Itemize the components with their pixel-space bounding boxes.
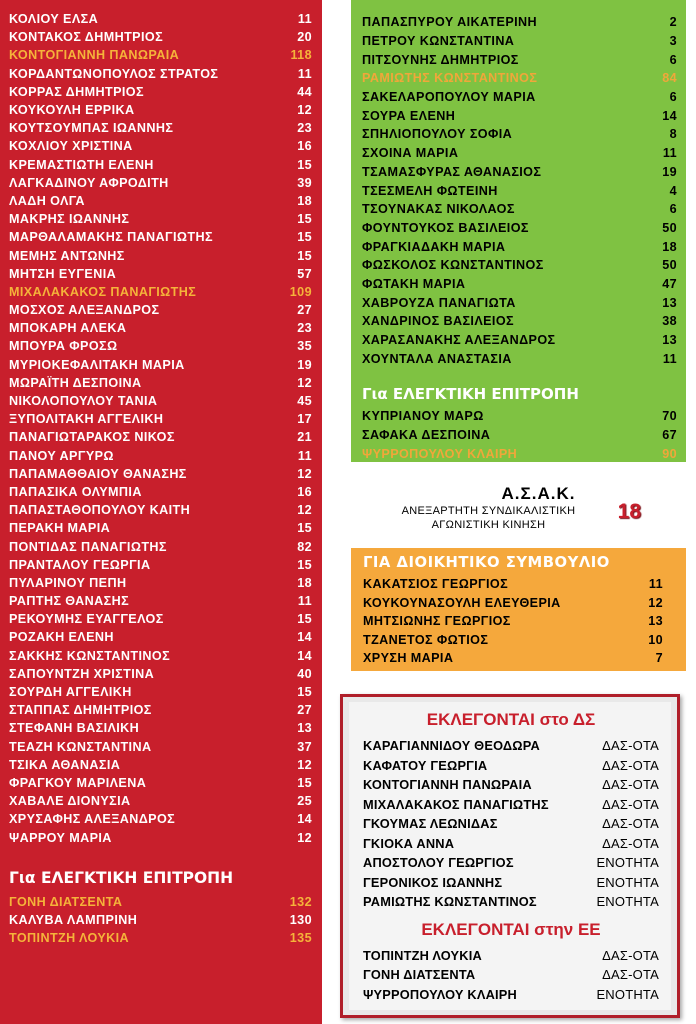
list-item xyxy=(9,792,312,810)
list-item xyxy=(9,246,312,264)
candidate-name: ΠΑΝΟΥ ΑΡΓΥΡΩ xyxy=(9,448,114,463)
list-item xyxy=(362,106,677,125)
candidate-name: ΚΟΧΛΙΟΥ ΧΡΙΣΤΙΝΑ xyxy=(9,139,133,154)
vote-count: 37 xyxy=(297,739,312,754)
vote-count: 130 xyxy=(289,912,312,927)
list-item xyxy=(9,556,312,574)
vote-count: 14 xyxy=(297,648,312,663)
candidate-name: ΧΑΡΑΣΑΝΑΚΗΣ ΑΛΕΞΑΝΔΡΟΣ xyxy=(362,333,556,348)
vote-count: 45 xyxy=(297,394,312,409)
list-item xyxy=(362,13,677,32)
list-item xyxy=(9,592,312,610)
vote-count: 82 xyxy=(297,539,312,554)
vote-count: 21 xyxy=(297,430,312,445)
candidate-name: ΣΠΗΛΙΟΠΟΥΛΟΥ ΣΟΦΙΑ xyxy=(362,127,513,142)
candidate-name: ΜΠΟΚΑΡΗ ΑΛΕΚΑ xyxy=(9,321,127,336)
vote-count: 18 xyxy=(297,193,312,208)
candidate-name: ΜΑΡΘΑΛΑΜΑΚΗΣ ΠΑΝΑΓΙΩΤΗΣ xyxy=(9,230,213,245)
list-item xyxy=(9,156,312,174)
vote-count: 4 xyxy=(669,183,677,198)
vote-count: 40 xyxy=(297,666,312,681)
vote-count: 23 xyxy=(297,321,312,336)
list-item xyxy=(9,756,312,774)
vote-count: 84 xyxy=(662,71,677,86)
candidate-name: ΜΕΜΗΣ ΑΝΤΩΝΗΣ xyxy=(9,248,125,263)
vote-count: 15 xyxy=(297,521,312,536)
list-item xyxy=(9,911,312,929)
list-item xyxy=(362,349,677,368)
list-item xyxy=(363,756,659,776)
vote-count: 27 xyxy=(297,703,312,718)
control-committee-list xyxy=(362,407,677,463)
list-item xyxy=(362,407,677,426)
candidate-name: ΤΕΑΖΗ ΚΩΝΣΤΑΝΤΙΝΑ xyxy=(9,739,152,754)
group-label: ΕΝΟΤΗΤΑ xyxy=(596,986,659,1002)
list-item xyxy=(363,594,663,613)
vote-count: 11 xyxy=(297,12,312,27)
candidate-name: ΝΙΚΟΛΟΠΟΥΛΟΥ ΤΑΝΙΑ xyxy=(9,394,158,409)
vote-count: 90 xyxy=(662,446,677,461)
list-item xyxy=(9,101,312,119)
asak-subtitle-1: ΑΝΕΞΑΡΤΗΤΗ ΣΥΝΔΙΚΑΛΙΣΤΙΚΗ xyxy=(401,505,576,517)
vote-count: 70 xyxy=(662,409,677,424)
candidate-name: ΦΟΥΝΤΟΥΚΟΣ ΒΑΣΙΛΕΙΟΣ xyxy=(362,220,529,235)
list-item xyxy=(362,200,677,219)
list-item xyxy=(362,163,677,182)
group-label: ΔΑΣ-ΟΤΑ xyxy=(602,777,659,793)
asak-subtitle-2: ΑΓΩΝΙΣΤΙΚΗ ΚΙΝΗΣΗ xyxy=(431,519,546,531)
list-item xyxy=(9,28,312,46)
candidate-name: ΜΟΣΧΟΣ ΑΛΕΞΑΝΔΡΟΣ xyxy=(9,303,160,318)
candidate-name: ΑΠΟΣΤΟΛΟΥ ΓΕΩΡΓΙΟΣ xyxy=(363,855,514,871)
list-item xyxy=(362,256,677,275)
list-item xyxy=(9,647,312,665)
candidate-name: ΜΠΟΥΡΑ ΦΡΟΣΩ xyxy=(9,339,118,354)
vote-count: 35 xyxy=(297,339,312,354)
candidate-name: ΦΡΑΓΚΙΑΔΑΚΗ ΜΑΡΙΑ xyxy=(362,239,506,254)
candidate-name: ΚΟΛΙΟΥ ΕΛΣΑ xyxy=(9,12,99,27)
vote-count: 16 xyxy=(297,139,312,154)
candidate-name: ΠΑΠΑΣΠΥΡΟΥ ΑΙΚΑΤΕΡΙΝΗ xyxy=(362,15,538,30)
list-item xyxy=(9,392,312,410)
candidate-name: ΜΗΤΣΙΩΝΗΣ ΓΕΩΡΓΙΟΣ xyxy=(363,614,511,629)
candidate-name: ΜΗΤΣΗ ΕΥΓΕΝΙΑ xyxy=(9,266,117,281)
list-item xyxy=(9,119,312,137)
list-item xyxy=(363,736,659,756)
vote-count: 47 xyxy=(662,276,677,291)
list-item xyxy=(9,828,312,846)
elected-box-inner xyxy=(349,702,671,1010)
candidate-name: ΓΚΟΥΜΑΣ ΛΕΩΝΙΔΑΣ xyxy=(363,816,498,832)
list-item xyxy=(9,228,312,246)
candidate-name: ΠΑΠΑΣΙΚΑ ΟΛΥΜΠΙΑ xyxy=(9,484,142,499)
candidate-name: ΤΣΟΥΝΑΚΑΣ ΝΙΚΟΛΑΟΣ xyxy=(362,202,515,217)
candidate-name: ΞΥΠΟΛΙΤΑΚΗ ΑΓΓΕΛΙΚΗ xyxy=(9,412,164,427)
list-item xyxy=(9,701,312,719)
vote-count: 6 xyxy=(669,52,677,67)
candidate-name: ΨΑΡΡΟΥ ΜΑΡΙΑ xyxy=(9,830,112,845)
candidate-name: ΦΩΤΑΚΗ ΜΑΡΙΑ xyxy=(362,276,466,291)
candidate-name: ΓΟΝΗ ΔΙΑΤΣΕΝΤΑ xyxy=(9,894,123,909)
candidate-name: ΤΣΙΚΑ ΑΘΑΝΑΣΙΑ xyxy=(9,757,121,772)
vote-count: 25 xyxy=(297,794,312,809)
vote-count: 15 xyxy=(297,248,312,263)
list-item xyxy=(362,312,677,331)
vote-count: 15 xyxy=(297,157,312,172)
vote-count: 14 xyxy=(297,812,312,827)
candidate-name: ΓΟΝΗ ΔΙΑΤΣΕΝΤΑ xyxy=(363,967,476,983)
list-item xyxy=(362,426,677,445)
candidate-name: ΚΑΛΥΒΑ ΛΑΜΠΡΙΝΗ xyxy=(9,912,138,927)
list-item xyxy=(9,428,312,446)
vote-count: 12 xyxy=(297,103,312,118)
vote-count: 57 xyxy=(297,266,312,281)
candidate-name: ΤΣΕΣΜΕΛΗ ΦΩΤΕΙΝΗ xyxy=(362,183,498,198)
vote-count: 11 xyxy=(648,577,663,592)
vote-count: 50 xyxy=(662,220,677,235)
list-item xyxy=(9,810,312,828)
candidate-name: ΠΕΤΡΟΥ ΚΩΝΣΤΑΝΤΙΝΑ xyxy=(362,34,515,49)
candidate-name: ΤΖΑΝΕΤΟΣ ΦΩΤΙΟΣ xyxy=(363,632,489,647)
group-label: ΔΑΣ-ΟΤΑ xyxy=(602,796,659,812)
list-item xyxy=(9,410,312,428)
list-item xyxy=(362,444,677,463)
list-item xyxy=(9,137,312,155)
list-item xyxy=(9,610,312,628)
red-candidate-panel xyxy=(0,0,322,1024)
vote-count: 10 xyxy=(648,632,663,647)
candidate-name: ΡΕΚΟΥΜΗΣ ΕΥΑΓΓΕΛΟΣ xyxy=(9,612,164,627)
elected-box xyxy=(340,694,680,1018)
vote-count: 38 xyxy=(662,314,677,329)
list-item xyxy=(363,985,659,1005)
candidate-name: ΨΥΡΡΟΠΟΥΛΟΥ ΚΛΑΙΡΗ xyxy=(363,986,517,1002)
candidate-name: ΤΣΑΜΑΣΦΥΡΑΣ ΑΘΑΝΑΣΙΟΣ xyxy=(362,164,542,179)
vote-count: 12 xyxy=(648,595,663,610)
candidate-name: ΠΑΠΑΜΑΘΘΑΙΟΥ ΘΑΝΑΣΗΣ xyxy=(9,466,187,481)
list-item xyxy=(362,293,677,312)
list-item xyxy=(362,32,677,51)
vote-count: 11 xyxy=(662,146,677,161)
candidate-name: ΠΡΑΝΤΑΛΟΥ ΓΕΩΡΓΙΑ xyxy=(9,557,151,572)
vote-count: 2 xyxy=(669,15,677,30)
list-item xyxy=(363,873,659,893)
elected-ds-list xyxy=(363,736,659,912)
group-label: ΔΑΣ-ΟΤΑ xyxy=(602,967,659,983)
vote-count: 27 xyxy=(297,303,312,318)
candidate-name: ΜΙΧΑΛΑΚΑΚΟΣ ΠΑΝΑΓΙΩΤΗΣ xyxy=(363,796,549,812)
list-item xyxy=(9,929,312,947)
candidate-name: ΡΑΜΙΩΤΗΣ ΚΩΝΣΤΑΝΤΙΝΟΣ xyxy=(363,894,537,910)
asak-votes: 18 xyxy=(617,500,641,523)
candidate-name: ΚΟΥΤΣΟΥΜΠΑΣ ΙΩΑΝΝΗΣ xyxy=(9,121,174,136)
vote-count: 13 xyxy=(297,721,312,736)
candidate-name: ΓΕΡΟΝΙΚΟΣ ΙΩΑΝΝΗΣ xyxy=(363,874,503,890)
asak-block xyxy=(351,484,686,544)
green-candidate-panel xyxy=(351,0,686,462)
vote-count: 15 xyxy=(297,612,312,627)
vote-count: 13 xyxy=(662,295,677,310)
candidate-name: ΧΡΥΣΑΦΗΣ ΑΛΕΞΑΝΔΡΟΣ xyxy=(9,812,176,827)
candidate-name: ΠΕΡΑΚΗ ΜΑΡΙΑ xyxy=(9,521,111,536)
vote-count: 67 xyxy=(662,428,677,443)
group-label: ΕΝΟΤΗΤΑ xyxy=(596,894,659,910)
candidate-name: ΧΟΥΝΤΑΛΑ ΑΝΑΣΤΑΣΙΑ xyxy=(362,351,512,366)
list-item xyxy=(362,275,677,294)
vote-count: 11 xyxy=(297,594,312,609)
list-item xyxy=(9,210,312,228)
list-item xyxy=(9,719,312,737)
candidate-name: ΛΑΔΗ ΟΛΓΑ xyxy=(9,193,85,208)
list-item xyxy=(363,892,659,912)
vote-count: 15 xyxy=(297,230,312,245)
vote-count: 12 xyxy=(297,466,312,481)
list-item xyxy=(363,631,663,650)
vote-count: 12 xyxy=(297,375,312,390)
vote-count: 44 xyxy=(297,84,312,99)
list-item xyxy=(363,853,659,873)
list-item xyxy=(9,893,312,911)
vote-count: 14 xyxy=(297,630,312,645)
candidate-name: ΜΑΚΡΗΣ ΙΩΑΝΝΗΣ xyxy=(9,212,130,227)
vote-count: 13 xyxy=(648,614,663,629)
candidate-name: ΠΥΛΑΡΙΝΟΥ ΠΕΠΗ xyxy=(9,575,127,590)
list-item xyxy=(362,144,677,163)
board-list xyxy=(363,575,663,668)
candidate-name: ΡΑΜΙΩΤΗΣ ΚΩΝΣΤΑΝΤΙΝΟΣ xyxy=(362,71,538,86)
list-item xyxy=(363,965,659,985)
candidate-name: ΚΥΠΡΙΑΝΟΥ ΜΑΡΩ xyxy=(362,409,484,424)
vote-count: 6 xyxy=(669,90,677,105)
vote-count: 15 xyxy=(297,775,312,790)
candidate-name: ΓΚΙΟΚΑ ΑΝΝΑ xyxy=(363,835,455,851)
group-label: ΔΑΣ-ΟΤΑ xyxy=(602,757,659,773)
candidate-name: ΚΟΡΔΑΝΤΩΝΟΠΟΥΛΟΣ ΣΤΡΑΤΟΣ xyxy=(9,66,219,81)
candidate-name: ΤΟΠΙΝΤΖΗ ΛΟΥΚΙΑ xyxy=(363,947,482,963)
candidate-name: ΚΟΡΡΑΣ ΔΗΜΗΤΡΙΟΣ xyxy=(9,84,144,99)
list-item xyxy=(363,834,659,854)
group-label: ΔΑΣ-ΟΤΑ xyxy=(602,738,659,754)
list-item xyxy=(9,356,312,374)
elected-ds-title: ΕΚΛΕΓΟΝΤΑΙ στο ΔΣ xyxy=(426,710,596,729)
vote-count: 118 xyxy=(290,48,312,63)
candidate-name: ΣΑΦΑΚΑ ΔΕΣΠΟΙΝΑ xyxy=(362,428,491,443)
group-label: ΕΝΟΤΗΤΑ xyxy=(596,874,659,890)
candidate-name: ΚΑΡΑΓΙΑΝΝΙΔΟΥ ΘΕΟΔΩΡΑ xyxy=(363,738,540,754)
list-item xyxy=(9,774,312,792)
list-item xyxy=(362,237,677,256)
list-item xyxy=(9,628,312,646)
candidate-name: ΚΑΦΑΤΟΥ ΓΕΩΡΓΙΑ xyxy=(363,757,488,773)
vote-count: 15 xyxy=(297,212,312,227)
candidate-name: ΣΟΥΡΑ ΕΛΕΝΗ xyxy=(362,108,456,123)
candidate-name: ΣΑΠΟΥΝΤΖΗ ΧΡΙΣΤΙΝΑ xyxy=(9,666,155,681)
list-item xyxy=(9,683,312,701)
candidate-name: ΦΡΑΓΚΟΥ ΜΑΡΙΛΕΝΑ xyxy=(9,775,147,790)
list-item xyxy=(9,665,312,683)
elected-ee-list xyxy=(363,946,659,1005)
candidate-name: ΚΟΝΤΟΓΙΑΝΝΗ ΠΑΝΩΡΑΙΑ xyxy=(9,48,180,63)
list-item xyxy=(9,283,312,301)
candidate-name: ΤΟΠΙΝΤΖΗ ΛΟΥΚΙΑ xyxy=(9,931,130,946)
list-item xyxy=(363,946,659,966)
candidate-name: ΠΟΝΤΙΔΑΣ ΠΑΝΑΓΙΩΤΗΣ xyxy=(9,539,167,554)
candidate-name: ΡΑΠΤΗΣ ΘΑΝΑΣΗΣ xyxy=(9,594,130,609)
candidate-name: ΜΙΧΑΛΑΚΑΚΟΣ ΠΑΝΑΓΙΩΤΗΣ xyxy=(9,284,197,299)
list-item xyxy=(362,69,677,88)
vote-count: 19 xyxy=(297,357,312,372)
candidate-name: ΡΟΖΑΚΗ ΕΛΕΝΗ xyxy=(9,630,114,645)
list-item xyxy=(9,10,312,28)
list-item xyxy=(363,795,659,815)
vote-count: 109 xyxy=(289,284,312,299)
vote-count: 23 xyxy=(297,121,312,136)
candidate-name: ΚΟΥΚΟΥΝΑΣΟΥΛΗ ΕΛΕΥΘΕΡΙΑ xyxy=(363,595,561,610)
group-label: ΔΑΣ-ΟΤΑ xyxy=(602,947,659,963)
candidate-name: ΧΑΒΡΟΥΖΑ ΠΑΝΑΓΙΩΤΑ xyxy=(362,295,516,310)
vote-count: 18 xyxy=(662,239,677,254)
list-item xyxy=(362,88,677,107)
list-item xyxy=(9,483,312,501)
candidate-name: ΦΩΣΚΟΛΟΣ ΚΩΝΣΤΑΝΤΙΝΟΣ xyxy=(362,258,544,273)
list-item xyxy=(9,465,312,483)
vote-count: 12 xyxy=(297,830,312,845)
candidate-name: ΚΡΕΜΑΣΤΙΩΤΗ ΕΛΕΝΗ xyxy=(9,157,154,172)
list-item xyxy=(9,574,312,592)
list-item xyxy=(9,192,312,210)
control-committee-title: Για ΕΛΕΓΚΤΙΚΗ ΕΠΙΤΡΟΠΗ xyxy=(9,868,234,887)
vote-count: 6 xyxy=(669,202,677,217)
vote-count: 17 xyxy=(297,412,312,427)
group-label: ΕΝΟΤΗΤΑ xyxy=(596,855,659,871)
vote-count: 11 xyxy=(662,351,677,366)
orange-board-panel xyxy=(351,548,686,671)
elected-ee-title: ΕΚΛΕΓΟΝΤΑΙ στην ΕΕ xyxy=(421,919,601,939)
vote-count: 14 xyxy=(662,108,677,123)
control-committee-title: Για ΕΛΕΓΚΤΙΚΗ ΕΠΙΤΡΟΠΗ xyxy=(362,385,579,404)
candidate-name: ΚΑΚΑΤΣΙΟΣ ΓΕΩΡΓΙΟΣ xyxy=(363,577,509,592)
control-committee-list xyxy=(9,893,312,948)
vote-count: 11 xyxy=(297,448,312,463)
vote-count: 12 xyxy=(297,503,312,518)
list-item xyxy=(9,337,312,355)
group-label: ΔΑΣ-ΟΤΑ xyxy=(602,835,659,851)
list-item xyxy=(9,65,312,83)
candidate-name: ΚΟΝΤΟΓΙΑΝΝΗ ΠΑΝΩΡΑΙΑ xyxy=(363,777,532,793)
candidate-name: ΜΩΡΑΪΤΗ ΔΕΣΠΟΙΝΑ xyxy=(9,375,142,390)
list-item xyxy=(9,519,312,537)
list-item xyxy=(362,331,677,350)
candidate-name: ΛΑΓΚΑΔΙΝΟΥ ΑΦΡΟΔΙΤΗ xyxy=(9,175,169,190)
list-item xyxy=(363,649,663,668)
group-label: ΔΑΣ-ΟΤΑ xyxy=(602,816,659,832)
candidate-name: ΚΟΝΤΑΚΟΣ ΔΗΜΗΤΡΙΟΣ xyxy=(9,30,164,45)
candidate-name: ΣΑΚΚΗΣ ΚΩΝΣΤΑΝΤΙΝΟΣ xyxy=(9,648,171,663)
vote-count: 50 xyxy=(662,258,677,273)
vote-count: 7 xyxy=(655,651,663,666)
list-item xyxy=(9,301,312,319)
vote-count: 3 xyxy=(669,34,677,49)
candidate-name: ΧΑΒΑΛΕ ΔΙΟΝΥΣΙΑ xyxy=(9,794,131,809)
vote-count: 13 xyxy=(662,333,677,348)
list-item xyxy=(9,265,312,283)
candidate-name: ΣΧΟΙΝΑ ΜΑΡΙΑ xyxy=(362,146,459,161)
candidate-name: ΠΑΠΑΣΤΑΘΟΠΟΥΛΟΥ ΚΑΙΤΗ xyxy=(9,503,191,518)
vote-count: 12 xyxy=(297,757,312,772)
board-title: ΓΙΑ ΔΙΟΙΚΗΤΙΚΟ ΣΥΜΒΟΥΛΙΟ xyxy=(363,554,610,571)
list-item xyxy=(9,501,312,519)
list-item xyxy=(362,125,677,144)
list-item xyxy=(362,219,677,238)
vote-count: 8 xyxy=(669,127,677,142)
candidate-list xyxy=(362,13,677,368)
candidate-name: ΨΥΡΡΟΠΟΥΛΟΥ ΚΛΑΙΡΗ xyxy=(362,446,518,461)
list-item xyxy=(363,814,659,834)
list-item xyxy=(9,46,312,64)
vote-count: 16 xyxy=(297,484,312,499)
vote-count: 18 xyxy=(297,575,312,590)
list-item xyxy=(363,612,663,631)
candidate-name: ΧΑΝΔΡΙΝΟΣ ΒΑΣΙΛΕΙΟΣ xyxy=(362,314,514,329)
vote-count: 20 xyxy=(297,30,312,45)
candidate-name: ΠΙΤΣΟΥΝΗΣ ΔΗΜΗΤΡΙΟΣ xyxy=(362,52,519,67)
vote-count: 15 xyxy=(297,685,312,700)
asak-title: Α.Σ.Α.Κ. xyxy=(501,484,576,503)
list-item xyxy=(362,181,677,200)
list-item xyxy=(9,447,312,465)
list-item xyxy=(9,319,312,337)
candidate-name: ΧΡΥΣΗ ΜΑΡΙΑ xyxy=(363,651,454,666)
list-item xyxy=(9,374,312,392)
vote-count: 15 xyxy=(297,557,312,572)
candidate-name: ΣΑΚΕΛΑΡΟΠΟΥΛΟΥ ΜΑΡΙΑ xyxy=(362,90,536,105)
vote-count: 19 xyxy=(662,164,677,179)
candidate-name: ΚΟΥΚΟΥΛΗ ΕΡΡΙΚΑ xyxy=(9,103,135,118)
list-item xyxy=(362,50,677,69)
list-item xyxy=(9,83,312,101)
vote-count: 39 xyxy=(297,175,312,190)
list-item xyxy=(9,174,312,192)
vote-count: 135 xyxy=(289,931,312,946)
vote-count: 132 xyxy=(289,894,312,909)
list-item xyxy=(363,775,659,795)
candidate-name: ΣΟΥΡΔΗ ΑΓΓΕΛΙΚΗ xyxy=(9,685,132,700)
candidate-list xyxy=(9,10,312,847)
list-item xyxy=(9,537,312,555)
candidate-name: ΣΤΕΦΑΝΗ ΒΑΣΙΛΙΚΗ xyxy=(9,721,140,736)
candidate-name: ΠΑΝΑΓΙΩΤΑΡΑΚΟΣ ΝΙΚΟΣ xyxy=(9,430,175,445)
candidate-name: ΜΥΡΙΟΚΕΦΑΛΙΤΑΚΗ ΜΑΡΙΑ xyxy=(9,357,185,372)
list-item xyxy=(9,738,312,756)
list-item xyxy=(363,575,663,594)
candidate-name: ΣΤΑΠΠΑΣ ΔΗΜΗΤΡΙΟΣ xyxy=(9,703,152,718)
vote-count: 11 xyxy=(297,66,312,81)
